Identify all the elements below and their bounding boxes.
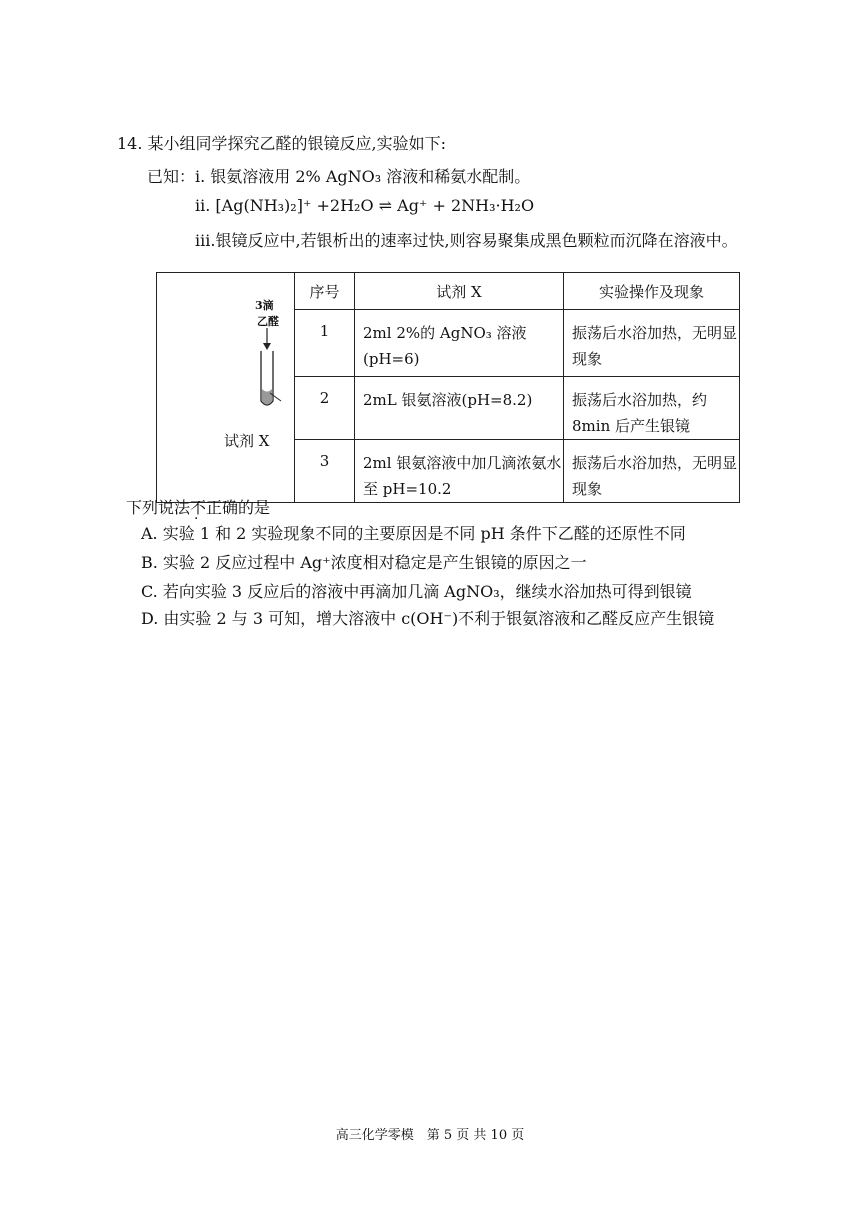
row-observation: 振荡后水浴加热，约 8min 后产生银镜 — [572, 391, 708, 435]
liquid-in-tube — [262, 389, 272, 405]
option-b[interactable]: B. 实验 2 反应过程中 Ag⁺浓度相对稳定是产生银镜的原因之一 — [141, 553, 587, 572]
dropping-arrow-head — [263, 343, 271, 350]
row-number: 2 — [319, 389, 330, 407]
stem-emphasis-not: 不 — [190, 498, 207, 517]
stem-emphasis-correct: 正确 — [206, 498, 239, 517]
table-header-row — [157, 273, 740, 310]
aldehyde-label: 乙醛 — [257, 315, 279, 328]
apparatus-diagram-cell — [157, 273, 295, 503]
row-number: 3 — [319, 452, 330, 470]
row-reagent: 2ml 2%的 AgNO₃ 溶液 (pH=6) — [363, 324, 527, 368]
option-a[interactable]: A. 实验 1 和 2 实验现象不同的主要原因是不同 pH 条件下乙醛的还原性不同 — [141, 524, 686, 543]
row-number: 1 — [319, 322, 330, 340]
known-item-ii: ii. [Ag(NH₃)₂]⁺ +2H₂O ⇌ Ag⁺ + 2NH₃·H₂O — [195, 196, 535, 215]
drops-label: 3滴 — [255, 299, 274, 312]
stem-before: 下列说法 — [126, 498, 191, 517]
row-reagent: 2ml 银氨溶液中加几滴浓氨水至 pH=10.2 — [363, 454, 562, 498]
question-stem — [126, 495, 270, 518]
option-c[interactable]: C. 若向实验 3 反应后的溶液中再滴加几滴 AgNO₃，继续水浴加热可得到银镜 — [141, 582, 692, 601]
page-footer: 高三化学零模 第 5 页 共 10 页 — [335, 1128, 525, 1143]
reagent-x-label: 试剂 X — [224, 432, 270, 450]
known-item-i: i. 银氨溶液用 2% AgNO₃ 溶液和稀氨水配制。 — [195, 167, 531, 186]
header-reagent: 试剂 X — [355, 273, 564, 310]
known-item-iii: iii.银镜反应中,若银析出的速率过快,则容易聚集成黑色颗粒而沉降在溶液中。 — [195, 231, 738, 250]
row-reagent: 2mL 银氨溶液(pH=8.2) — [363, 391, 533, 409]
stem-after: 的是 — [238, 498, 271, 517]
header-number: 序号 — [295, 273, 355, 310]
option-d[interactable]: D. 由实验 2 与 3 可知，增大溶液中 c(OH⁻)不利于银氨溶液和乙醛反应产生银镜 — [141, 609, 715, 628]
experiment-table — [156, 272, 740, 503]
row-observation: 振荡后水浴加热，无明显现象 — [572, 324, 738, 368]
header-observation: 实验操作及现象 — [564, 273, 740, 310]
question-title: 14. 某小组同学探究乙醛的银镜反应,实验如下: — [117, 134, 447, 153]
known-label: 已知： — [147, 167, 196, 186]
row-observation: 振荡后水浴加热，无明显现象 — [572, 454, 738, 498]
